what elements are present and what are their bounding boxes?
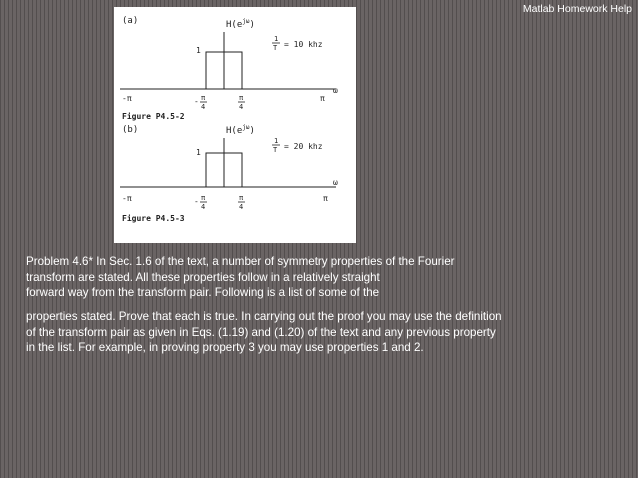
panel-b-neg-pi: -π (122, 194, 132, 203)
paragraph-line: of the transform pair as given in Eqs. (1.19) and (1.20) of the text and any previous property (26, 325, 496, 339)
panel-b-neg-cut-sign: - (194, 197, 199, 206)
paragraph-line: Problem 4.6* In Sec. 1.6 of the text, a number of symmetry properties of the Fourier (26, 255, 455, 268)
panel-a-pos-pi: π (320, 94, 325, 103)
paragraph-line: forward way from the transform pair. Following is a list of some of the (26, 286, 380, 299)
panel-a-neg-cut-den: 4 (201, 103, 206, 111)
panel-b-pos-cut-num: π (239, 194, 244, 202)
panel-b-pos-pi: π (323, 194, 328, 203)
paragraph-line: in the list. For example, in proving property 3 you may use properties 1 and 2. (26, 341, 424, 354)
panel-a-amplitude: 1 (196, 46, 201, 55)
panel-a-neg-cut-num: π (201, 94, 206, 102)
panel-b-neg-cut-den: 4 (201, 203, 206, 211)
panel-b-neg-cut-num: π (201, 194, 206, 202)
panel-b-frac-den: T (273, 146, 278, 154)
panel-b (120, 124, 338, 223)
panel-a-frac-den: T (273, 44, 278, 52)
instructions-paragraph (26, 309, 626, 356)
panel-a-axis-label: ω (333, 86, 338, 95)
panel-b-caption: Figure P4.5-3 (122, 214, 185, 223)
figure-svg (114, 7, 356, 243)
paragraph-line: transform are stated. All these properties follow in a relatively straight (26, 270, 380, 284)
panel-a-pos-cut-den: 4 (239, 103, 244, 111)
panel-a (120, 16, 338, 121)
panel-a-pos-cut-num: π (239, 94, 244, 102)
panel-b-freq-text: = 20 khz (284, 142, 323, 151)
panel-b-axis-label: ω (333, 178, 338, 187)
panel-a-neg-cut-sign: - (194, 97, 199, 106)
panel-a-title: $H(e^{j\omega})$ (226, 18, 255, 30)
paragraph-line: properties stated. Prove that each is true. In carrying out the proof you may use the definition (26, 310, 502, 323)
panel-b-pos-cut-den: 4 (239, 203, 244, 211)
panel-a-caption: Figure P4.5-2 (122, 112, 185, 121)
problem-paragraph (26, 254, 626, 301)
panel-a-label: (a) (122, 16, 139, 26)
panel-b-title: $H(e^{j\omega})$ (226, 124, 255, 136)
panel-b-amplitude: 1 (196, 148, 201, 157)
header-label: Matlab Homework Help (522, 3, 632, 15)
panel-a-freq-text: = 10 khz (284, 40, 323, 49)
panel-b-label: (b) (122, 125, 139, 135)
panel-b-frac-num: 1 (274, 137, 279, 145)
panel-a-neg-pi: -π (122, 94, 132, 103)
figure-panel (114, 7, 356, 243)
panel-a-frac-num: 1 (274, 35, 279, 43)
